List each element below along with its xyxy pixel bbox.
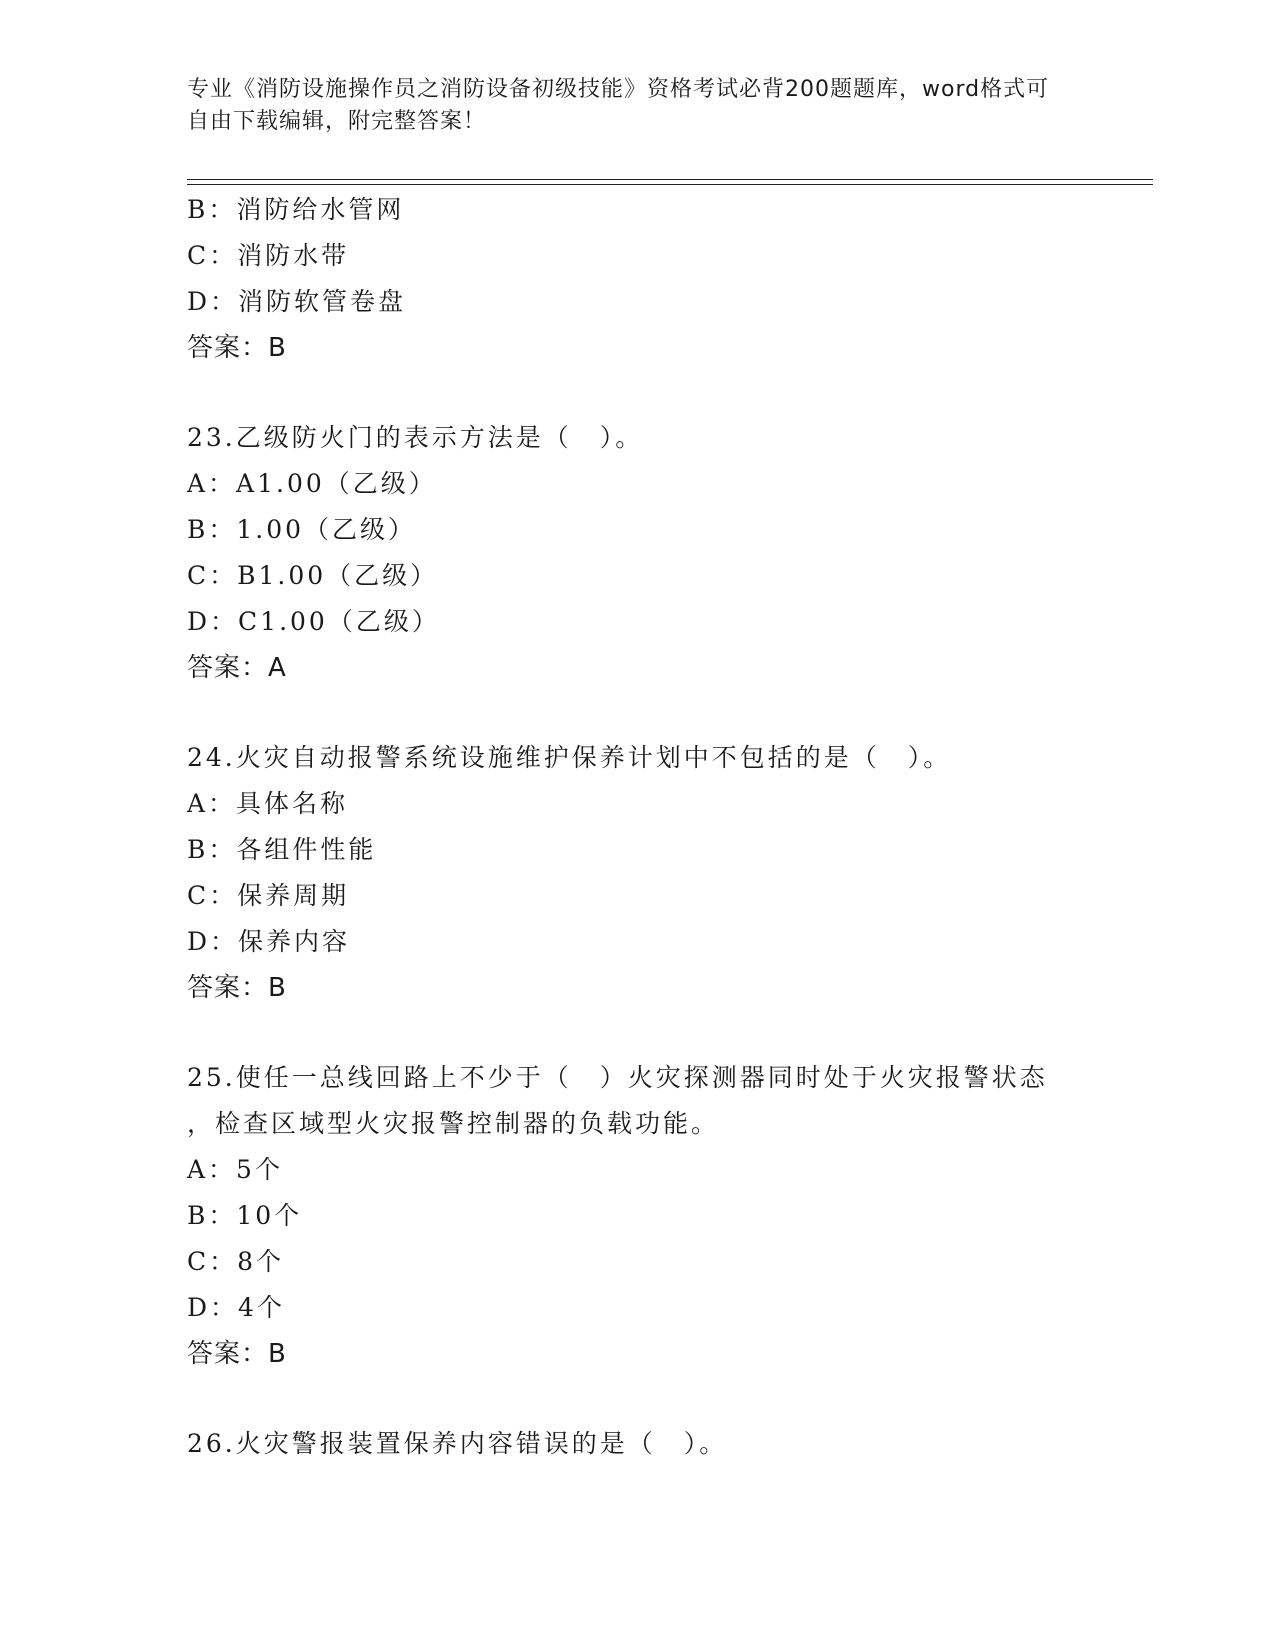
option-c: C：保养周期	[187, 881, 350, 910]
option-d: D：消防软管卷盘	[187, 287, 407, 316]
question-gap	[187, 1011, 1087, 1055]
option-a: A：A1.00（乙级）	[187, 469, 437, 498]
question-26	[187, 1421, 1087, 1467]
question-stem: 24.火灾自动报警系统设施维护保养计划中不包括的是（ ）。	[187, 743, 952, 772]
option-c: C：消防水带	[187, 241, 350, 270]
option-c: C：8个	[187, 1247, 285, 1276]
question-gap	[187, 371, 1087, 415]
answer-line: 答案：B	[187, 1339, 287, 1369]
question-24	[187, 735, 1087, 1011]
option-d: D：保养内容	[187, 927, 351, 956]
question-stem-line-2: ，检查区域型火灾报警控制器的负载功能。	[187, 1109, 720, 1138]
question-stem-line-1: 25.使任一总线回路上不少于（ ）火灾探测器同时处于火灾报警状态	[187, 1063, 1048, 1092]
option-a: A：具体名称	[187, 789, 349, 818]
question-list	[187, 187, 1087, 1467]
answer-line: 答案：B	[187, 333, 287, 363]
question-23	[187, 415, 1087, 691]
option-d: D：4个	[187, 1293, 285, 1322]
option-b: B：各组件性能	[187, 835, 377, 864]
question-25	[187, 1055, 1087, 1377]
question-stem: 23.乙级防火门的表示方法是（ ）。	[187, 423, 644, 452]
option-b: B：10个	[187, 1201, 303, 1230]
header-rule-top	[187, 179, 1153, 180]
answer-line: 答案：B	[187, 973, 287, 1003]
header-rule-bottom	[187, 184, 1153, 185]
question-stem: 26.火灾警报装置保养内容错误的是（ ）。	[187, 1429, 728, 1458]
option-a: A：5个	[187, 1155, 283, 1184]
option-b: B：1.00（乙级）	[187, 515, 417, 544]
option-d: D：C1.00（乙级）	[187, 607, 440, 636]
question-22-continued	[187, 187, 1087, 371]
document-header: 专业《消防设施操作员之消防设备初级技能》资格考试必背200题题库，word格式可自由下载编辑，附完整答案！	[187, 77, 1050, 134]
option-c: C：B1.00（乙级）	[187, 561, 439, 590]
option-b: B：消防给水管网	[187, 195, 405, 224]
question-gap	[187, 691, 1087, 735]
question-gap	[187, 1377, 1087, 1421]
answer-line: 答案：A	[187, 653, 287, 683]
